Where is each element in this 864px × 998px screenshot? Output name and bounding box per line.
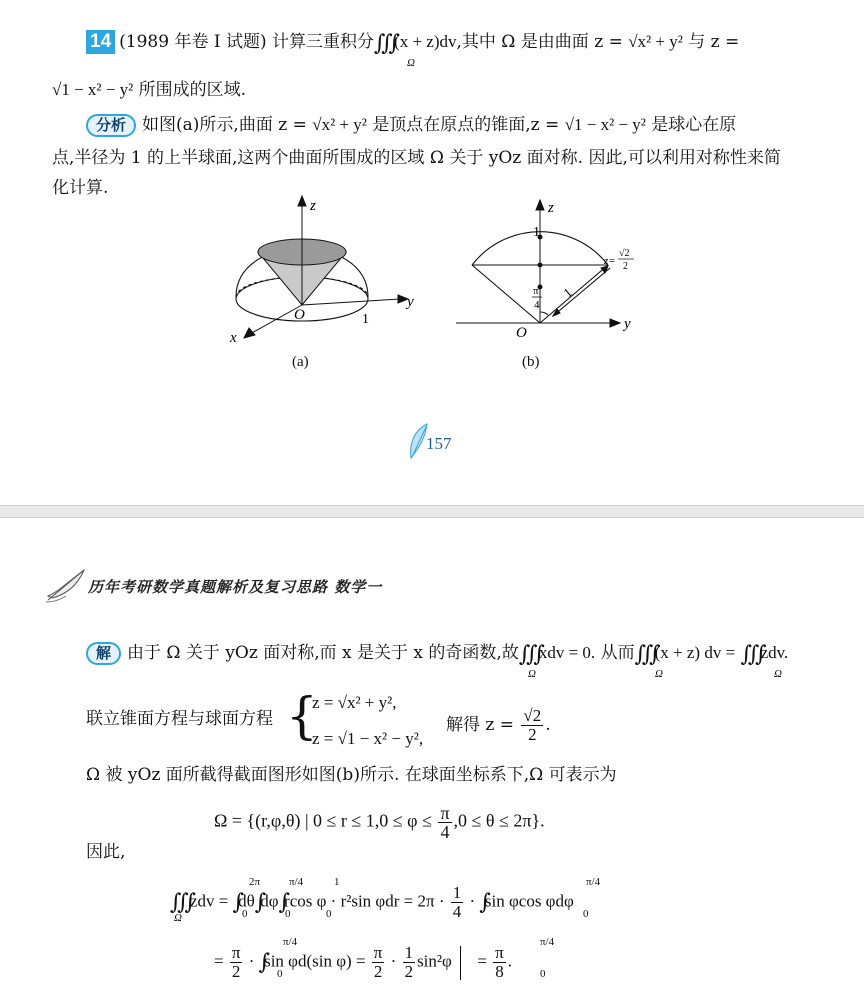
omega-set-b: ,0 ≤ θ ≤ 2π}. [453,810,545,831]
axis-z-arrow [298,196,306,206]
solution-text-b: 从而 [600,643,635,663]
frac-den: 8 [495,962,504,981]
triple-integral-symbol: ∭ [634,642,655,667]
fraction-sqrt2-over-2 [521,707,543,744]
limit-0-d: 0 [583,908,589,920]
problem-line2-text: 所围成的区域. [138,80,247,100]
fig-b-plane-den: 2 [623,261,628,272]
integral-symbol: ∫ [232,890,239,916]
frac-num: 1 [404,943,414,962]
fig-a-origin-label: O [294,307,305,323]
problem-integrand: (x + z)dv [394,32,457,51]
problem-expr-1: √x² + y² [628,32,683,51]
fig-b-angle-num: π [533,285,539,297]
analysis-line-1 [86,113,736,137]
eq2-b: sin φd(sin φ) = [264,951,366,971]
solution-int1: xdv = 0. [538,643,596,662]
fig-b-angle-den: 4 [534,299,540,311]
limit-pi4-c: π/4 [283,936,298,948]
period: . [507,951,512,971]
problem-source: (1989 年卷 Ⅰ 试题) [119,32,267,52]
triple-integral-symbol: ∭ [740,642,761,667]
axis-y-line [302,299,400,305]
solution-label: 解 [86,642,121,665]
frac-den: 2 [231,962,241,981]
analysis-line-3: 化计算. [52,178,109,198]
limit-0-c: 0 [326,908,332,920]
solution-text-a: 由于 Ω 关于 yOz 面对称,而 x 是关于 x 的奇函数,故 [127,643,519,663]
fig-b-tick-one: 1 [533,225,540,240]
limit-pi4-b: π/4 [586,876,601,888]
fraction-1-over-4 [451,884,464,921]
fig-a-y-label: y [407,294,414,310]
figure-a [222,192,422,352]
integral-symbol: ∫ [479,890,485,916]
frac-den: 4 [440,822,450,842]
solution-line-5: 因此, [86,842,126,862]
page-158 [0,518,864,998]
solution-line-3: Ω 被 yOz 面所截得截面图形如图(b)所示. 在球面坐标系下,Ω 可表示为 [86,765,617,785]
system-brace: { [286,687,318,745]
frac-den: 4 [452,902,462,921]
system-eq-2: z = √1 − x² − y², [312,729,424,748]
figure-b [452,194,662,344]
omega-set-a: Ω = {(r,φ,θ) | 0 ≤ r ≤ 1,0 ≤ φ ≤ [214,810,432,831]
fig-b-radius-label: 1 [560,284,575,301]
fraction-pi-over-2-b [372,944,385,981]
solution-int2: (x + z) dv = [654,643,736,662]
limit-0-e: 0 [277,968,283,980]
eq1-c: dφ [260,891,279,911]
solution-line-4 [214,804,545,841]
triple-integral-symbol: ∭ [374,31,395,56]
problem-omega-sub: Ω [407,57,415,69]
analysis-text-c: 是球心在原 [651,115,737,135]
triple-integral-symbol: ∭ [170,890,191,916]
fig-b-y-label: y [624,316,631,332]
eq1-e: · [469,891,476,911]
eq1-d: rcos φ · r²sin φdr = 2π · [284,891,445,911]
frac-num: √2 [523,706,542,725]
fig-b-plane-prefix: z= [604,255,616,267]
solution-line-2-label: 联立锥面方程与球面方程 [86,709,273,729]
limit-pi4-d: π/4 [540,936,555,948]
analysis-line-2: 点,半径为 1 的上半球面,这两个曲面所围成的区域 Ω 关于 yOz 面对称. 因此,可以利用对称性来简 [52,148,781,168]
frac-num: π [495,943,504,962]
problem-text-b: ,其中 Ω 是由曲面 z = [456,32,629,52]
fig-a-tick-one: 1 [362,312,369,327]
solution-line-1 [86,641,788,667]
eq2-e: = [477,951,487,971]
angle-arc [540,312,548,315]
figure-a-caption: (a) [292,354,309,370]
problem-line-1 [86,30,739,56]
radius-arrow-head [601,266,608,273]
frac-den: 2 [373,962,383,981]
integral-symbol: ∫ [254,890,261,916]
page-separator [0,505,864,518]
fig-b-plane-num: √2 [619,248,630,259]
omega-sub-4: Ω [174,912,182,924]
problem-line2-expr: √1 − x² − y² [52,80,134,99]
fraction-pi-over-2-a [230,944,243,981]
axis-y-arrow-b [610,319,620,327]
integral-symbol: ∫ [278,890,285,916]
point-plane [538,263,542,267]
limit-1: 1 [334,876,340,888]
frac-num: π [440,803,450,823]
problem-text-a: 计算三重积分 [272,32,375,52]
frac-num: π [231,943,241,962]
point-mid [538,285,542,289]
eq2-c: · [390,951,397,971]
solution-line-2-result [446,707,551,744]
problem-number-badge: 14 [86,30,115,54]
analysis-expr-2: √1 − x² − y² [564,115,646,134]
solution-line2-text: 解得 z = [446,715,515,735]
cone-line-right [540,265,608,323]
fig-a-z-label: z [310,198,316,214]
frac-den: 2 [528,725,537,744]
analysis-text-a: 如图(a)所示,曲面 z = [142,115,307,135]
problem-line-2 [52,78,246,102]
eq2-eq: = [214,951,224,971]
fig-a-x-label: x [230,330,237,346]
problem-text-c: 与 z = [688,32,740,52]
limit-0-b: 0 [285,908,291,920]
radius-indicator [553,268,610,316]
radius-arrow-tail [553,309,560,316]
limit-0-a: 0 [242,908,248,920]
eq1-f: sin φcos φdφ [484,891,574,911]
axis-z-arrow-b [536,200,544,210]
quill-header-icon [44,566,88,604]
figure-b-caption: (b) [522,354,540,370]
eq1-a: zdv = [190,891,229,911]
equation-2 [214,944,512,981]
triple-integral-symbol: ∭ [518,642,539,667]
eq2-d: sin²φ [417,951,452,971]
equation-1 [170,884,574,921]
limit-pi4-a: π/4 [289,876,304,888]
page-header-title: 历年考研数学真题解析及复习思路 数学一 [88,578,383,596]
integral-symbol: ∫ [258,950,265,976]
axis-x-arrow [244,328,255,338]
omega-sub-3: Ω [774,668,782,680]
eq2-a: · [248,951,255,971]
limit-0-f: 0 [540,968,546,980]
period: . [545,715,551,735]
omega-sub-2: Ω [655,668,663,680]
page-number: 157 [426,434,452,453]
fraction-pi-over-4 [438,804,451,841]
omega-sub-1: Ω [528,668,536,680]
evaluation-bar [460,946,461,980]
frac-num: π [373,943,383,962]
fig-b-origin-label: O [516,325,527,341]
frac-den: 2 [404,962,414,981]
eq1-b: dθ [238,891,255,911]
fraction-1-over-2 [403,944,416,981]
analysis-expr-1: √x² + y² [312,115,367,134]
cone-line-left [472,265,540,323]
limit-2pi: 2π [249,876,261,888]
analysis-label: 分析 [86,114,136,137]
system-eq-1: z = √x² + y², [312,693,397,712]
fig-b-z-label: z [548,200,554,216]
fraction-pi-over-8 [493,944,506,981]
analysis-text-b: 是顶点在原点的锥面,z = [372,115,560,135]
solution-int3: zdv. [760,643,789,662]
frac-num: 1 [452,883,462,902]
